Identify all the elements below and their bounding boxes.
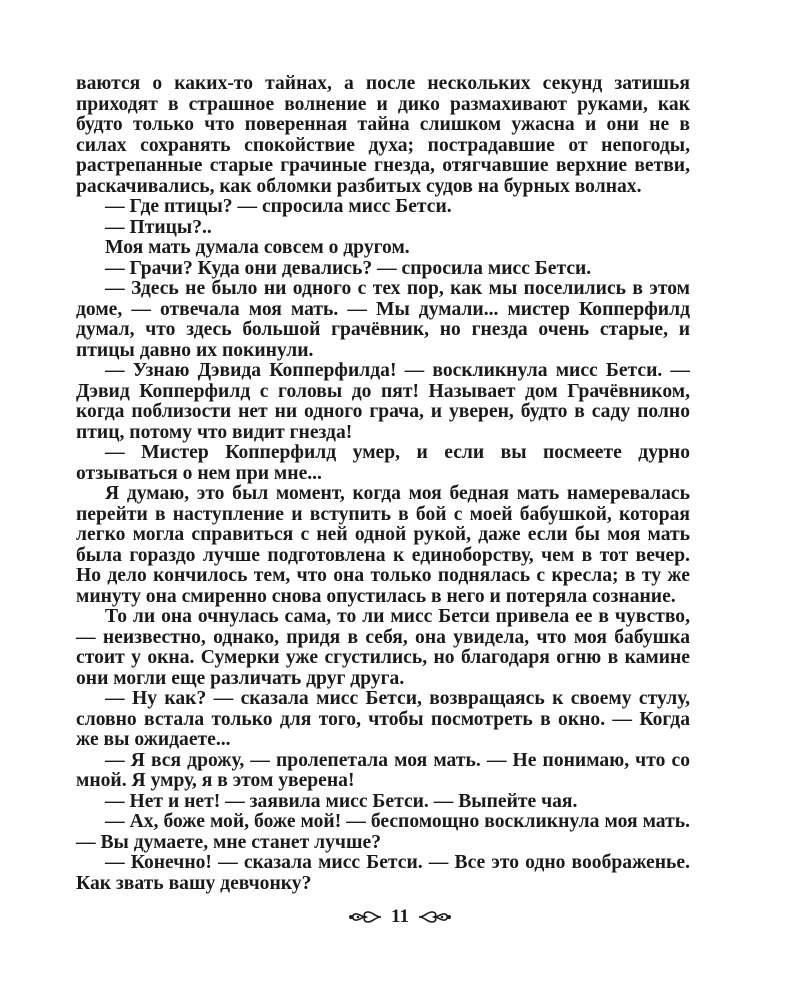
paragraph-6: — Здесь не было ни одного с тех пор, как мы поселились в этом доме, — отвечала моя мать. — Мы думали... мистер Копперфилд думал, что здесь большой грачёвник, но гнезда очень старые, и птицы давно их покинули. (76, 278, 690, 361)
paragraph-3: — Птицы?.. (105, 216, 212, 238)
paragraph-10: То ли она очнулась сама, то ли мисс Бетси привела ее в чувство, — неизвестно, однако, придя в себя, она увидела, что моя бабушка стоит у окна. Сумерки уже сгустились, но благодаря огню в камине они могли еще различать друг друга. (76, 606, 690, 689)
paragraph-15: — Конечно! — сказала мисс Бетси. — Все это одно воображенье. Как звать вашу девчонку? (76, 852, 690, 894)
paragraph-14: — Ах, боже мой, боже мой! — беспомощно воскликнула моя мать. — Вы думаете, мне станет лучше? (76, 811, 690, 853)
paragraph-2: — Где птицы? — спросила мисс Бетси. (105, 196, 452, 217)
paragraph-5: — Грачи? Куда они девались? — спросила мисс Бетси. (105, 257, 592, 279)
page-footer (0, 906, 800, 928)
paragraph-9: Я думаю, это был момент, когда моя бедная мать намеревалась перейти в наступление и вступить в бой с моей бабушкой, которая легко могла справиться с ней одной рукой, даже если бы моя мать была гораздо лучше подготовлена к единоборству, чем в тот вечер. Но дело кончилось тем, что она только поднялась с кресла; в ту же минуту она смиренно снова опустилась в него и потеряла сознание. (76, 483, 690, 607)
paragraph-8: — Мистер Копперфилд умер, и если вы посмеете дурно отзываться о нем при мне... (76, 442, 690, 484)
paragraph-12: — Я вся дрожу, — пролепетала моя мать. — Не понимаю, что со мной. Я умру, я в этом уверена! (76, 749, 690, 791)
paragraph-13: — Нет и нет! — заявила мисс Бетси. — Выпейте чая. (105, 790, 578, 812)
page-number: 11 (391, 906, 409, 927)
paragraph-7: — Узнаю Дэвида Копперфилда! — воскликнула мисс Бетси. — Дэвид Копперфилд с головы до пят! Называет дом Грачёвником, когда поблизости нет ни одного грача, и уверен, будто в саду полно птиц, потому что видит гнезда! (76, 360, 690, 443)
paragraph-1: ваются о каких-то тайнах, а после нескольких секунд затишья приходят в страшное волнение и дико размахивают руками, как будто только что поверенная тайна слишком ужасна и они не в силах сохранять спокойствие духа; пострадавшие от непогоды, растрепанные старые грачиные гнезда, отягчавшие верхние ветви, раскачивались, как обломки разбитых судов на бурных волнах. (76, 73, 690, 197)
page-body (76, 74, 690, 894)
paragraph-11: — Ну как? — сказала мисс Бетси, возвращаясь к своему стулу, словно встала только для того, чтобы посмотреть в окно. — Когда же вы ожидаете... (76, 688, 690, 750)
paragraph-4: Моя мать думала совсем о другом. (105, 237, 410, 258)
ornament-left-icon (347, 909, 383, 925)
ornament-right-icon (417, 909, 453, 925)
